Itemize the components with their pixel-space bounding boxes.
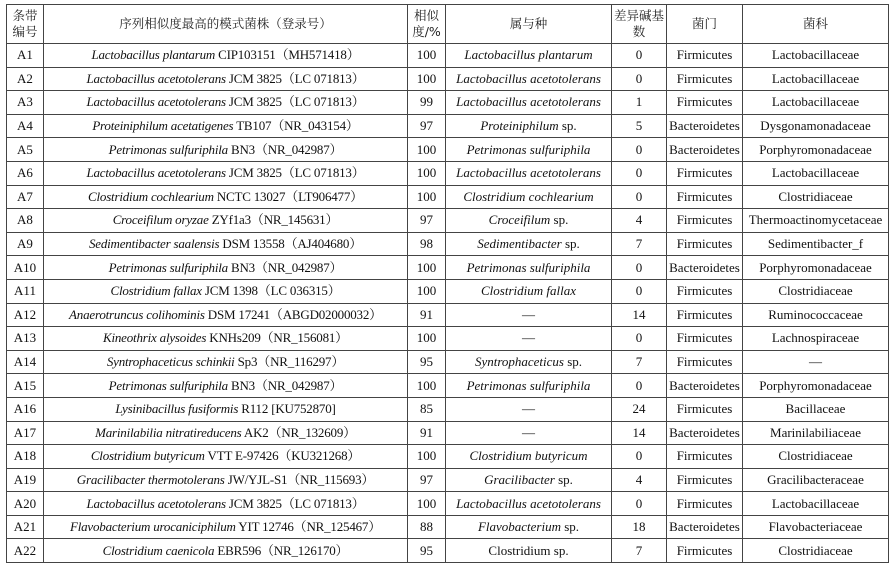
genus-species-cell [446, 279, 612, 303]
strain-code: JCM 3825 [225, 70, 282, 86]
band-id-cell: A12 [7, 303, 44, 327]
family-cell: Ruminococcaceae [743, 303, 889, 327]
strain-species-name: Petrimonas sulfuriphila [108, 377, 228, 393]
strain-identification-table [6, 4, 889, 563]
genus-species-cell [446, 350, 612, 374]
base-diff-cell: 0 [612, 374, 667, 398]
genus-name: Lactobacillus acetotolerans [456, 495, 601, 511]
base-diff-cell: 0 [612, 44, 667, 68]
table-row [7, 44, 889, 68]
band-id-cell: A19 [7, 468, 44, 492]
accession-number: （NR_115693） [287, 471, 375, 487]
strain-species-name: Lactobacillus acetotolerans [86, 70, 226, 86]
strain-code: CIP103151 [215, 47, 276, 63]
strain-cell [44, 256, 408, 280]
genus-suffix: sp. [561, 236, 580, 252]
genus-species-cell [446, 327, 612, 351]
strain-code: DSM 13558 [219, 236, 285, 252]
accession-number: （LC 071813） [281, 70, 365, 86]
strain-cell [44, 279, 408, 303]
family-cell: Bacillaceae [743, 397, 889, 421]
base-diff-cell: 4 [612, 209, 667, 233]
strain-species-name: Syntrophaceticus schinkii [106, 354, 235, 370]
strain-cell [44, 161, 408, 185]
similarity-cell: 100 [408, 44, 446, 68]
strain-cell [44, 138, 408, 162]
similarity-cell: 100 [408, 256, 446, 280]
base-diff-cell: 14 [612, 421, 667, 445]
phylum-cell: Firmicutes [667, 327, 743, 351]
similarity-cell: 97 [408, 468, 446, 492]
band-id-cell: A4 [7, 114, 44, 138]
strain-table-container [6, 4, 889, 563]
accession-number: （MH571418） [275, 47, 360, 63]
genus-species-cell [446, 303, 612, 327]
strain-code: JCM 1398 [201, 283, 258, 299]
genus-species-cell [446, 445, 612, 469]
strain-cell [44, 445, 408, 469]
phylum-cell: Bacteroidetes [667, 374, 743, 398]
family-cell: Sedimentibacter_f [743, 232, 889, 256]
accession-number: （NR_132609） [268, 424, 356, 440]
header-band-id: 条带编号 [7, 5, 44, 44]
base-diff-cell: 0 [612, 327, 667, 351]
similarity-cell: 98 [408, 232, 446, 256]
accession-number: （ABGD02000032） [269, 306, 382, 322]
phylum-cell: Firmicutes [667, 209, 743, 233]
header-strain: 序列相似度最高的模式菌株（登录号） [44, 5, 408, 44]
band-id-cell: A16 [7, 397, 44, 421]
strain-cell [44, 515, 408, 539]
strain-cell [44, 492, 408, 516]
genus-suffix: — [522, 401, 535, 417]
strain-code: TB107 [233, 118, 272, 134]
genus-species-cell [446, 468, 612, 492]
genus-species-cell [446, 397, 612, 421]
family-cell: Lachnospiraceae [743, 327, 889, 351]
strain-code: BN3 [227, 141, 255, 157]
phylum-cell: Firmicutes [667, 445, 743, 469]
phylum-cell: Firmicutes [667, 468, 743, 492]
base-diff-cell: 7 [612, 539, 667, 563]
similarity-cell: 100 [408, 161, 446, 185]
table-row [7, 138, 889, 162]
table-row [7, 327, 889, 351]
strain-species-name: Lactobacillus plantarum [91, 47, 216, 63]
strain-code: JCM 3825 [225, 495, 282, 511]
strain-cell [44, 350, 408, 374]
phylum-cell: Firmicutes [667, 91, 743, 115]
family-cell: Lactobacillaceae [743, 67, 889, 91]
family-cell: Flavobacteriaceae [743, 515, 889, 539]
band-id-cell: A20 [7, 492, 44, 516]
similarity-cell: 85 [408, 397, 446, 421]
similarity-cell: 100 [408, 445, 446, 469]
similarity-cell: 97 [408, 209, 446, 233]
genus-species-cell [446, 67, 612, 91]
band-id-cell: A18 [7, 445, 44, 469]
table-header-row [7, 5, 889, 44]
genus-suffix: sp. [550, 212, 569, 228]
strain-code: Sp3 [234, 354, 258, 370]
similarity-cell: 97 [408, 114, 446, 138]
table-row [7, 303, 889, 327]
similarity-cell: 100 [408, 67, 446, 91]
accession-number: （LC 036315） [257, 283, 341, 299]
accession-number: （NR_042987） [254, 259, 343, 275]
strain-species-name: Lactobacillus acetotolerans [86, 165, 226, 181]
genus-name: Clostridium butyricum [469, 448, 588, 464]
genus-name: Gracilibacter [484, 471, 555, 487]
band-id-cell: A6 [7, 161, 44, 185]
strain-species-name: Clostridium cochlearium [88, 188, 214, 204]
family-cell: Clostridiaceae [743, 185, 889, 209]
table-row [7, 256, 889, 280]
strain-code: VTT E-97426 [204, 448, 279, 464]
header-similarity: 相似度/% [408, 5, 446, 44]
accession-number: （NR_156081） [260, 330, 348, 346]
family-cell: Porphyromonadaceae [743, 374, 889, 398]
genus-name: Lactobacillus plantarum [464, 47, 593, 63]
phylum-cell: Firmicutes [667, 185, 743, 209]
accession-number: （NR_116297） [257, 354, 345, 370]
band-id-cell: A22 [7, 539, 44, 563]
base-diff-cell: 14 [612, 303, 667, 327]
family-cell: Clostridiaceae [743, 279, 889, 303]
strain-code: JW/YJL-S1 [224, 471, 288, 487]
table-row [7, 279, 889, 303]
genus-species-cell [446, 421, 612, 445]
genus-name: Lactobacillus acetotolerans [456, 70, 601, 86]
genus-name: Petrimonas sulfuriphila [466, 259, 591, 275]
strain-species-name: Anaerotruncus colihominis [69, 306, 205, 322]
band-id-cell: A5 [7, 138, 44, 162]
genus-suffix: — [522, 330, 535, 346]
accession-number: [KU752870] [268, 401, 336, 417]
genus-species-cell [446, 232, 612, 256]
similarity-cell: 99 [408, 91, 446, 115]
strain-code: BN3 [227, 377, 255, 393]
base-diff-cell: 5 [612, 114, 667, 138]
strain-cell [44, 91, 408, 115]
table-row [7, 185, 889, 209]
genus-suffix: sp. [564, 354, 583, 370]
genus-species-cell [446, 539, 612, 563]
strain-species-name: Flavobacterium urocaniciphilum [69, 519, 236, 535]
strain-code: YIT 12746 [235, 519, 294, 535]
genus-species-cell [446, 492, 612, 516]
strain-cell [44, 468, 408, 492]
strain-species-name: Lactobacillus acetotolerans [86, 495, 226, 511]
strain-code: KNHs209 [206, 330, 261, 346]
base-diff-cell: 4 [612, 468, 667, 492]
phylum-cell: Bacteroidetes [667, 421, 743, 445]
genus-name: Petrimonas sulfuriphila [466, 141, 591, 157]
strain-species-name: Lactobacillus acetotolerans [86, 94, 226, 110]
phylum-cell: Bacteroidetes [667, 114, 743, 138]
base-diff-cell: 0 [612, 256, 667, 280]
family-cell: Clostridiaceae [743, 539, 889, 563]
strain-cell [44, 232, 408, 256]
genus-species-cell [446, 374, 612, 398]
strain-species-name: Clostridium caenicola [102, 542, 215, 558]
similarity-cell: 91 [408, 421, 446, 445]
strain-cell [44, 185, 408, 209]
strain-code: ZYf1a3 [208, 212, 251, 228]
strain-cell [44, 539, 408, 563]
phylum-cell: Firmicutes [667, 279, 743, 303]
base-diff-cell: 18 [612, 515, 667, 539]
family-cell: Dysgonamonadaceae [743, 114, 889, 138]
family-cell: Marinilabiliaceae [743, 421, 889, 445]
similarity-cell: 100 [408, 185, 446, 209]
similarity-cell: 95 [408, 539, 446, 563]
accession-number: （KU321268） [278, 448, 361, 464]
phylum-cell: Firmicutes [667, 492, 743, 516]
phylum-cell: Firmicutes [667, 232, 743, 256]
strain-cell [44, 67, 408, 91]
genus-suffix: sp. [560, 519, 580, 535]
accession-number: （NR_126170） [261, 542, 349, 558]
strain-species-name: Kineothrix alysoides [103, 330, 207, 346]
similarity-cell: 100 [408, 279, 446, 303]
family-cell: Lactobacillaceae [743, 44, 889, 68]
band-id-cell: A9 [7, 232, 44, 256]
strain-species-name: Sedimentibacter saalensis [88, 236, 220, 252]
phylum-cell: Firmicutes [667, 350, 743, 374]
strain-cell [44, 209, 408, 233]
base-diff-cell: 0 [612, 185, 667, 209]
family-cell: Thermoactinomycetaceae [743, 209, 889, 233]
genus-suffix: sp. [558, 118, 577, 134]
genus-name: Petrimonas sulfuriphila [466, 377, 591, 393]
similarity-cell: 100 [408, 138, 446, 162]
genus-species-cell [446, 138, 612, 162]
genus-suffix: Clostridium sp. [488, 542, 569, 558]
table-row [7, 515, 889, 539]
accession-number: （NR_042987） [254, 377, 343, 393]
band-id-cell: A2 [7, 67, 44, 91]
genus-species-cell [446, 161, 612, 185]
accession-number: （NR_042987） [254, 141, 343, 157]
genus-suffix: sp. [554, 471, 573, 487]
strain-species-name: Petrimonas sulfuriphila [108, 141, 228, 157]
accession-number: （NR_145631） [250, 212, 339, 228]
genus-species-cell [446, 209, 612, 233]
similarity-cell: 100 [408, 492, 446, 516]
phylum-cell: Firmicutes [667, 539, 743, 563]
genus-name: Croceifilum [488, 212, 551, 228]
table-row [7, 114, 889, 138]
strain-cell [44, 397, 408, 421]
base-diff-cell: 0 [612, 445, 667, 469]
strain-species-name: Clostridium butyricum [90, 448, 205, 464]
genus-name: Syntrophaceticus [474, 354, 564, 370]
genus-species-cell [446, 256, 612, 280]
genus-species-cell [446, 44, 612, 68]
genus-name: Clostridium fallax [481, 283, 576, 299]
phylum-cell: Firmicutes [667, 397, 743, 421]
genus-name: Sedimentibacter [477, 236, 562, 252]
band-id-cell: A8 [7, 209, 44, 233]
family-cell: Clostridiaceae [743, 445, 889, 469]
header-genus-species: 属与种 [446, 5, 612, 44]
base-diff-cell: 0 [612, 279, 667, 303]
accession-number: （AJ404680） [284, 236, 363, 252]
phylum-cell: Firmicutes [667, 44, 743, 68]
strain-species-name: Clostridium fallax [110, 283, 202, 299]
genus-species-cell [446, 114, 612, 138]
genus-species-cell [446, 91, 612, 115]
genus-suffix: — [522, 306, 535, 322]
base-diff-cell: 0 [612, 492, 667, 516]
table-row [7, 161, 889, 185]
strain-code: BN3 [227, 259, 255, 275]
header-family: 菌科 [743, 5, 889, 44]
strain-code: EBR596 [214, 542, 261, 558]
strain-cell [44, 114, 408, 138]
table-row [7, 492, 889, 516]
base-diff-cell: 1 [612, 91, 667, 115]
table-row [7, 67, 889, 91]
phylum-cell: Firmicutes [667, 161, 743, 185]
band-id-cell: A14 [7, 350, 44, 374]
strain-code: R112 [238, 401, 269, 417]
accession-number: （LC 071813） [281, 94, 365, 110]
header-base-diff: 差异碱基数 [612, 5, 667, 44]
table-row [7, 374, 889, 398]
base-diff-cell: 24 [612, 397, 667, 421]
genus-name: Lactobacillus acetotolerans [456, 94, 601, 110]
table-row [7, 91, 889, 115]
family-cell: Lactobacillaceae [743, 161, 889, 185]
phylum-cell: Bacteroidetes [667, 515, 743, 539]
genus-name: Proteiniphilum [480, 118, 559, 134]
strain-code: DSM 17241 [204, 306, 270, 322]
genus-name: Flavobacterium [477, 519, 561, 535]
strain-code: NCTC 13027 [213, 188, 286, 204]
similarity-cell: 100 [408, 374, 446, 398]
strain-cell [44, 44, 408, 68]
similarity-cell: 95 [408, 350, 446, 374]
family-cell: Lactobacillaceae [743, 91, 889, 115]
family-cell: — [743, 350, 889, 374]
table-row [7, 468, 889, 492]
strain-species-name: Lysinibacillus fusiformis [115, 401, 239, 417]
genus-suffix: — [522, 424, 535, 440]
accession-number: （NR_125467） [293, 519, 382, 535]
table-row [7, 350, 889, 374]
strain-cell [44, 327, 408, 351]
table-row [7, 539, 889, 563]
similarity-cell: 100 [408, 327, 446, 351]
band-id-cell: A11 [7, 279, 44, 303]
table-row [7, 445, 889, 469]
band-id-cell: A1 [7, 44, 44, 68]
similarity-cell: 88 [408, 515, 446, 539]
table-row [7, 421, 889, 445]
strain-species-name: Croceifilum oryzae [112, 212, 209, 228]
band-id-cell: A15 [7, 374, 44, 398]
family-cell: Gracilibacteraceae [743, 468, 889, 492]
genus-species-cell [446, 515, 612, 539]
genus-name: Lactobacillus acetotolerans [456, 165, 601, 181]
base-diff-cell: 0 [612, 67, 667, 91]
strain-code: JCM 3825 [225, 165, 282, 181]
base-diff-cell: 0 [612, 161, 667, 185]
accession-number: （LC 071813） [281, 495, 365, 511]
band-id-cell: A7 [7, 185, 44, 209]
band-id-cell: A10 [7, 256, 44, 280]
table-row [7, 232, 889, 256]
table-row [7, 397, 889, 421]
strain-species-name: Gracilibacter thermotolerans [76, 471, 225, 487]
strain-cell [44, 374, 408, 398]
phylum-cell: Firmicutes [667, 303, 743, 327]
genus-species-cell [446, 185, 612, 209]
phylum-cell: Firmicutes [667, 67, 743, 91]
family-cell: Porphyromonadaceae [743, 256, 889, 280]
strain-species-name: Marinilabilia nitratireducens [95, 424, 242, 440]
base-diff-cell: 0 [612, 138, 667, 162]
band-id-cell: A21 [7, 515, 44, 539]
band-id-cell: A17 [7, 421, 44, 445]
family-cell: Porphyromonadaceae [743, 138, 889, 162]
strain-cell [44, 303, 408, 327]
family-cell: Lactobacillaceae [743, 492, 889, 516]
table-row [7, 209, 889, 233]
header-phylum: 菌门 [667, 5, 743, 44]
accession-number: （NR_043154） [271, 118, 359, 134]
strain-cell [44, 421, 408, 445]
strain-code: JCM 3825 [225, 94, 282, 110]
phylum-cell: Bacteroidetes [667, 138, 743, 162]
phylum-cell: Bacteroidetes [667, 256, 743, 280]
similarity-cell: 91 [408, 303, 446, 327]
strain-species-name: Proteiniphilum acetatigenes [92, 118, 234, 134]
band-id-cell: A3 [7, 91, 44, 115]
genus-name: Clostridium cochlearium [463, 188, 594, 204]
base-diff-cell: 7 [612, 232, 667, 256]
accession-number: （LT906477） [285, 188, 363, 204]
base-diff-cell: 7 [612, 350, 667, 374]
band-id-cell: A13 [7, 327, 44, 351]
accession-number: （LC 071813） [281, 165, 365, 181]
strain-code: AK2 [241, 424, 269, 440]
strain-species-name: Petrimonas sulfuriphila [108, 259, 228, 275]
